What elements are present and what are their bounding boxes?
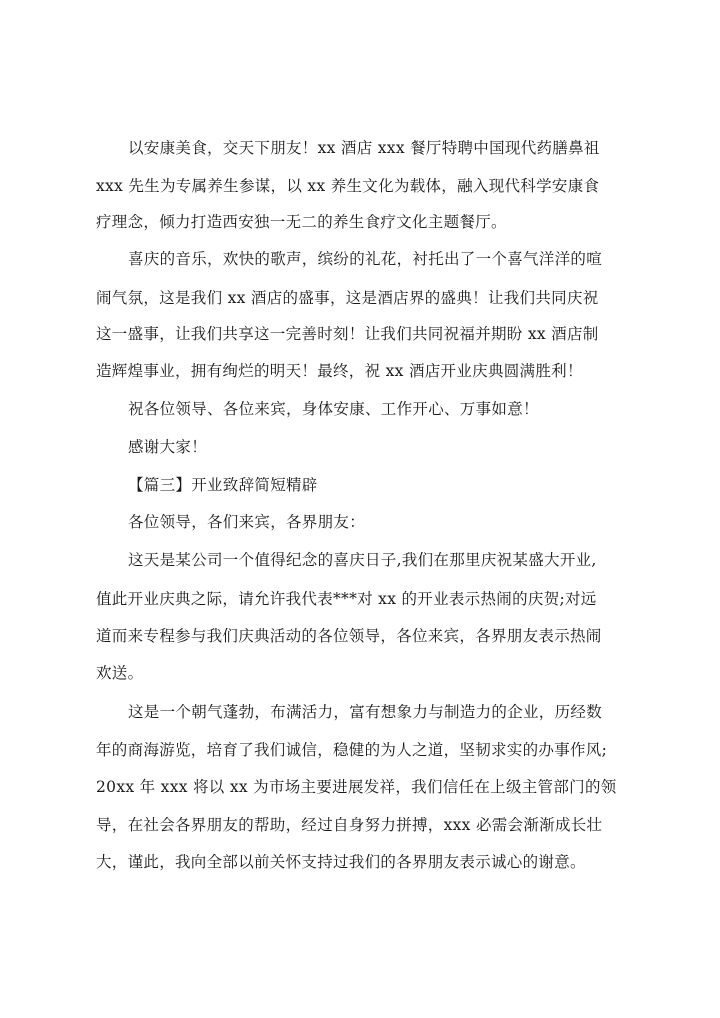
salutation: 各位领导，各们来宾，各界朋友：	[128, 513, 366, 531]
paragraph-2-line-1: 喜庆的音乐，欢快的歌声，缤纷的礼花，衬托出了一个喜气洋洋的喧	[128, 250, 603, 268]
section-heading: 【篇三】开业致辞简短精辟	[128, 476, 318, 494]
paragraph-5-line-2: 值此开业庆典之际，请允许我代表***对 xx 的开业表示热闹的庆贺;对远	[96, 590, 597, 608]
paragraph-6-line-5: 大，谨此，我向全部以前关怀支持过我们的各界朋友表示诚心的谢意。	[96, 853, 586, 871]
paragraph-3: 祝各位领导、各位来宾，身体安康、工作开心、万事如意！	[128, 400, 539, 418]
paragraph-1-line-1: 以安康美食，交天下朋友！xx 酒店 xxx 餐厅特聘中国现代药膳鼻祖	[128, 139, 600, 157]
paragraph-5-line-1: 这天是某公司一个值得纪念的喜庆日子,我们在那里庆祝某盛大开业,	[128, 551, 597, 569]
paragraph-6-line-4: 导，在社会各界朋友的帮助，经过自身努力拼搏，xxx 必需会渐渐成长壮	[96, 816, 603, 834]
paragraph-2-line-2: 闹气氛，这是我们 xx 酒店的盛事，这是酒店界的盛典！让我们共同庆祝	[96, 289, 599, 307]
paragraph-4: 感谢大家！	[128, 438, 208, 456]
paragraph-6-line-1: 这是一个朝气蓬勃，布满活力，富有想象力与制造力的企业，历经数	[128, 703, 603, 721]
paragraph-1-line-3: 疗理念，倾力打造西安独一无二的养生食疗文化主题餐厅。	[96, 213, 507, 231]
paragraph-2-line-4: 造辉煌事业，拥有绚烂的明天！最终，祝 xx 酒店开业庆典圆满胜利！	[96, 362, 583, 380]
paragraph-5-line-4: 欢送。	[96, 664, 144, 682]
paragraph-2-line-3: 这一盛事，让我们共享这一完善时刻！让我们共同祝福并期盼 xx 酒店制	[96, 325, 599, 343]
paragraph-5-line-3: 道而来专程参与我们庆典活动的各位领导，各位来宾，各界朋友表示热闹	[96, 627, 602, 645]
paragraph-6-line-2: 年的商海游览，培育了我们诚信，稳健的为人之道，坚韧求实的办事作风;	[96, 741, 608, 759]
paragraph-1-line-2: xxx 先生为专属养生参谋，以 xx 养生文化为载体，融入现代科学安康食	[96, 177, 600, 195]
paragraph-6-line-3: 20xx 年 xxx 将以 xx 为市场主要进展发祥，我们信任在上级主管部门的领	[96, 778, 617, 796]
